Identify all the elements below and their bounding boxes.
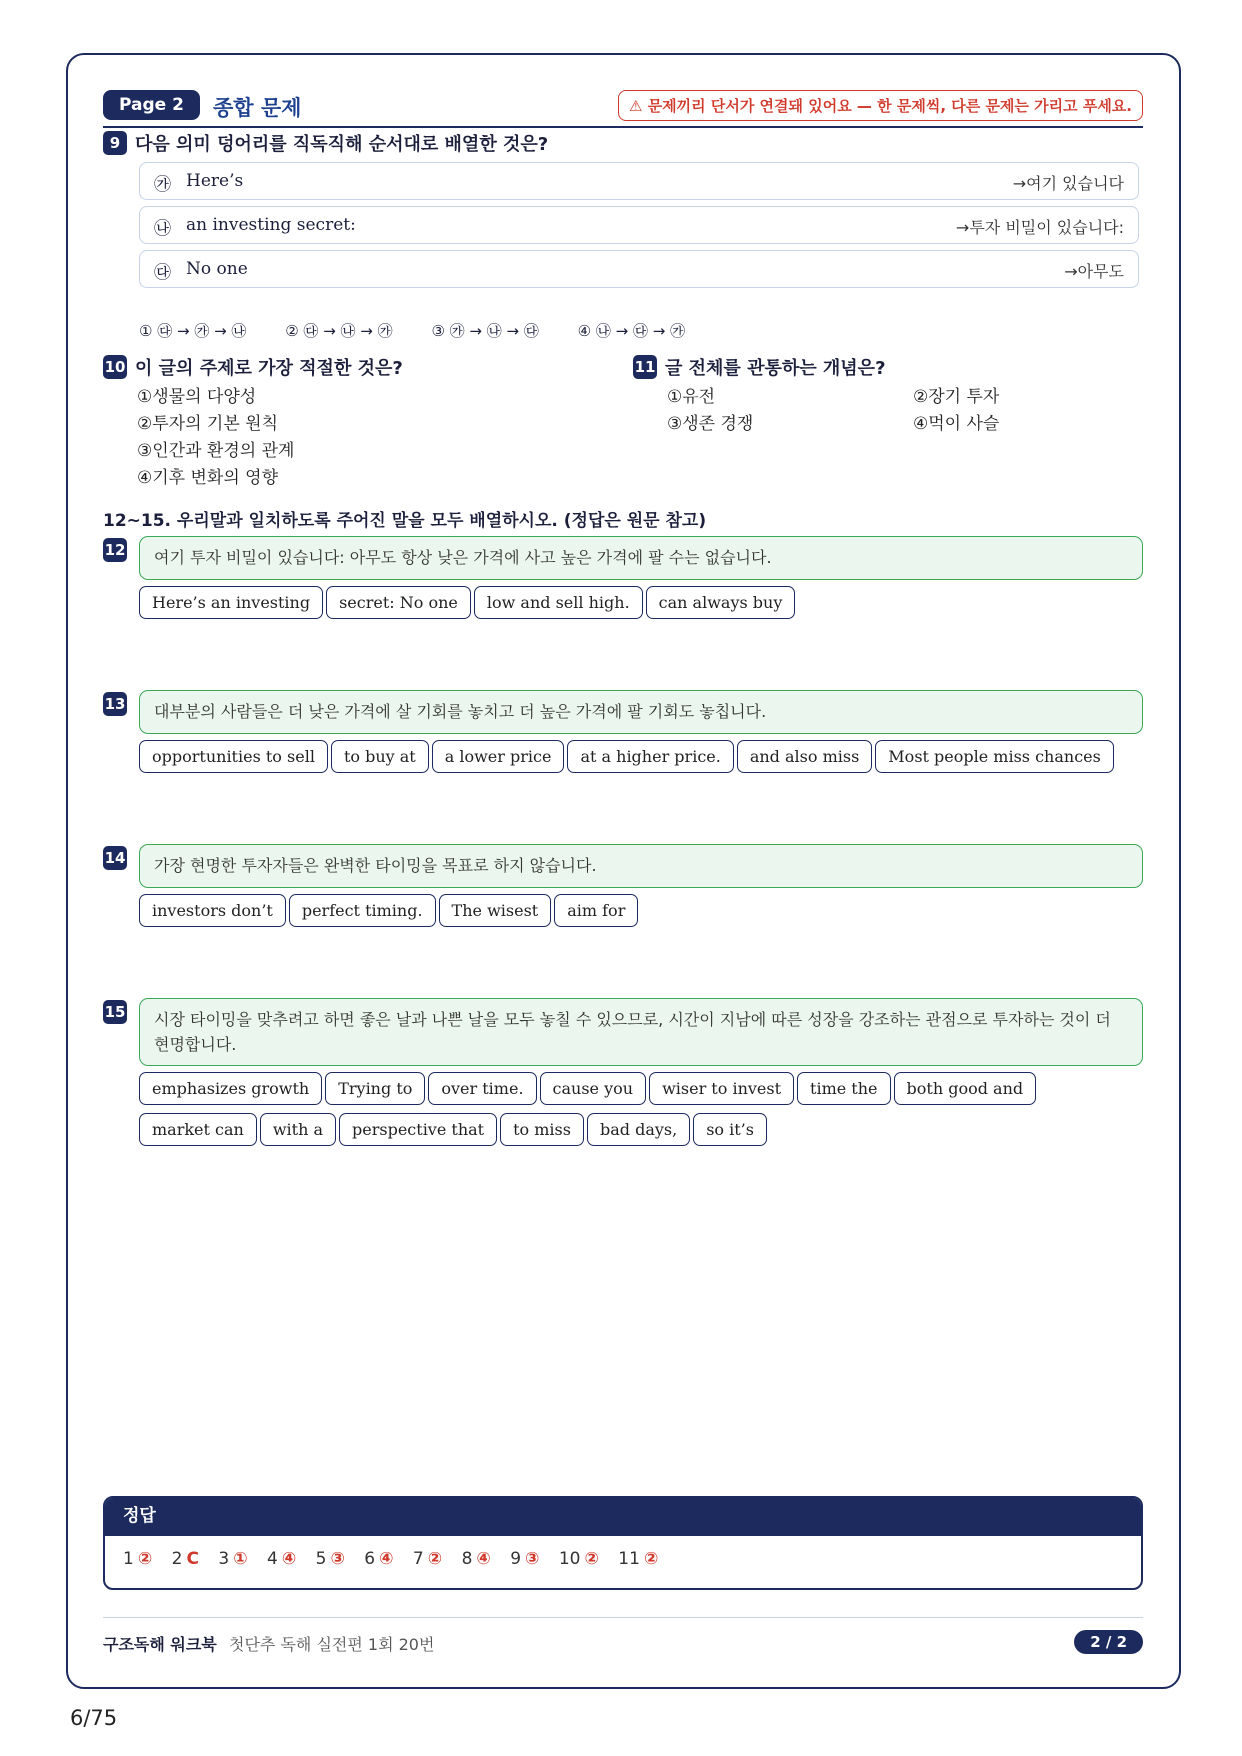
word-tile[interactable]: Trying to bbox=[325, 1072, 425, 1105]
option[interactable]: ③인간과 환경의 관계 bbox=[137, 441, 295, 461]
word-tile[interactable]: over time. bbox=[428, 1072, 536, 1105]
korean-sentence-box: 여기 투자 비밀이 있습니다: 아무도 항상 낮은 가격에 사고 높은 가격에 팔 수는 없습니다. bbox=[139, 536, 1143, 580]
word-tile[interactable]: a lower price bbox=[432, 740, 565, 773]
worksheet bbox=[103, 86, 1143, 1654]
answer-key bbox=[103, 1496, 1143, 1590]
question-number: 9 bbox=[103, 131, 127, 155]
question-number: 14 bbox=[103, 846, 127, 870]
answer-item: 7 ② bbox=[412, 1549, 443, 1569]
word-tile[interactable]: cause you bbox=[540, 1072, 647, 1105]
answer-item: 9 ③ bbox=[510, 1549, 540, 1569]
page-footer bbox=[103, 1617, 1143, 1658]
answer-item: 11 ② bbox=[618, 1549, 659, 1569]
word-tile[interactable]: both good and bbox=[894, 1072, 1037, 1105]
word-tile[interactable]: to buy at bbox=[331, 740, 429, 773]
word-tile[interactable]: with a bbox=[260, 1113, 336, 1146]
word-tile[interactable]: at a higher price. bbox=[567, 740, 733, 773]
chunk-row bbox=[139, 162, 1139, 200]
question-text: 다음 의미 덩어리를 직독직해 순서대로 배열한 것은? bbox=[135, 134, 549, 155]
footer-subtitle: 첫단추 독해 실전편 1회 20번 bbox=[229, 1635, 435, 1654]
word-tile[interactable]: so it’s bbox=[693, 1113, 767, 1146]
word-tile[interactable]: perspective that bbox=[339, 1113, 497, 1146]
question-number: 15 bbox=[103, 1000, 127, 1024]
option[interactable]: ④먹이 사슬 bbox=[913, 414, 1000, 434]
question-11-options-left bbox=[667, 384, 753, 438]
word-tile[interactable]: aim for bbox=[554, 894, 638, 927]
answer-key-title: 정답 bbox=[105, 1498, 1141, 1536]
question-11-title bbox=[633, 354, 886, 380]
word-tile[interactable]: can always buy bbox=[646, 586, 796, 619]
chunk-korean: →아무도 bbox=[1064, 262, 1124, 281]
chunk-english: an investing secret: bbox=[186, 215, 356, 235]
word-tile[interactable]: and also miss bbox=[737, 740, 872, 773]
question-10-options bbox=[137, 384, 294, 492]
page-header bbox=[103, 86, 1143, 128]
option[interactable]: ④ ㉯ → ㉰ → ㉮ bbox=[577, 322, 686, 340]
answer-item: 1 ② bbox=[123, 1549, 153, 1569]
word-tile[interactable]: time the bbox=[797, 1072, 890, 1105]
word-tiles bbox=[139, 894, 1149, 935]
korean-sentence-box: 가장 현명한 투자자들은 완벽한 타이밍을 목표로 하지 않습니다. bbox=[139, 844, 1143, 888]
option[interactable]: ④기후 변화의 영향 bbox=[137, 468, 279, 488]
word-tile[interactable]: perfect timing. bbox=[289, 894, 436, 927]
word-tile[interactable]: Here’s an investing bbox=[139, 586, 323, 619]
question-number: 13 bbox=[103, 692, 127, 716]
word-tile[interactable]: Most people miss chances bbox=[875, 740, 1114, 773]
option[interactable]: ②장기 투자 bbox=[913, 387, 1000, 407]
question-10-title bbox=[103, 354, 403, 380]
word-tile[interactable]: low and sell high. bbox=[474, 586, 643, 619]
document-page-counter: 6/75 bbox=[70, 1706, 118, 1730]
word-tile[interactable]: to miss bbox=[500, 1113, 584, 1146]
question-number: 12 bbox=[103, 538, 127, 562]
option[interactable]: ③생존 경쟁 bbox=[667, 414, 754, 434]
word-tile[interactable]: emphasizes growth bbox=[139, 1072, 322, 1105]
word-tile[interactable]: market can bbox=[139, 1113, 257, 1146]
footer-page-badge: 2 / 2 bbox=[1074, 1630, 1143, 1654]
answer-item: 3 ① bbox=[218, 1549, 248, 1569]
word-tiles bbox=[139, 586, 1149, 627]
answer-item: 4 ④ bbox=[267, 1549, 297, 1569]
word-tiles bbox=[139, 1072, 1149, 1154]
option[interactable]: ③ ㉮ → ㉯ → ㉰ bbox=[431, 322, 539, 340]
chunk-row bbox=[139, 206, 1139, 244]
page-badge: Page 2 bbox=[103, 90, 200, 120]
answer-list bbox=[105, 1536, 1141, 1582]
answer-item: 8 ④ bbox=[461, 1549, 491, 1569]
option[interactable]: ② ㉰ → ㉯ → ㉮ bbox=[285, 322, 393, 340]
option[interactable]: ①유전 bbox=[667, 387, 716, 407]
chunk-korean: →투자 비밀이 있습니다: bbox=[955, 218, 1124, 237]
chunk-marker: ㉮ bbox=[154, 175, 171, 195]
chunk-english: Here’s bbox=[186, 171, 244, 191]
page-title: 종합 문제 bbox=[213, 96, 302, 120]
question-number: 10 bbox=[103, 355, 127, 379]
option[interactable]: ②투자의 기본 원칙 bbox=[137, 414, 279, 434]
word-tile[interactable]: wiser to invest bbox=[649, 1072, 794, 1105]
question-text: 글 전체를 관통하는 개념은? bbox=[665, 358, 886, 379]
answer-item: 6 ④ bbox=[364, 1549, 394, 1569]
question-number: 11 bbox=[633, 355, 657, 379]
question-9-options bbox=[139, 320, 719, 341]
word-tile[interactable]: The wisest bbox=[439, 894, 552, 927]
word-tile[interactable]: investors don’t bbox=[139, 894, 286, 927]
option[interactable]: ①생물의 다양성 bbox=[137, 387, 257, 407]
chunk-english: No one bbox=[186, 259, 248, 279]
word-tile[interactable]: opportunities to sell bbox=[139, 740, 328, 773]
answer-item: 10 ② bbox=[558, 1549, 599, 1569]
question-text: 이 글의 주제로 가장 적절한 것은? bbox=[135, 358, 403, 379]
answer-item: 5 ③ bbox=[315, 1549, 345, 1569]
warning-banner: ⚠ 문제끼리 단서가 연결돼 있어요 — 한 문제씩, 다른 문제는 가리고 푸세요. bbox=[618, 90, 1143, 121]
chunk-marker: ㉰ bbox=[154, 263, 171, 283]
chunk-korean: →여기 있습니다 bbox=[1012, 174, 1124, 193]
chunk-marker: ㉯ bbox=[154, 219, 171, 239]
word-tile[interactable]: secret: No one bbox=[326, 586, 471, 619]
word-tiles bbox=[139, 740, 1149, 781]
word-tile[interactable]: bad days, bbox=[587, 1113, 690, 1146]
question-11-options-right bbox=[913, 384, 999, 438]
option[interactable]: ① ㉰ → ㉮ → ㉯ bbox=[139, 322, 247, 340]
chunk-row bbox=[139, 250, 1139, 288]
korean-sentence-box: 대부분의 사람들은 더 낮은 가격에 살 기회를 놓치고 더 높은 가격에 팔 기회도 놓칩니다. bbox=[139, 690, 1143, 734]
korean-sentence-box: 시장 타이밍을 맞추려고 하면 좋은 날과 나쁜 날을 모두 놓칠 수 있으므로, 시간이 지남에 따른 성장을 강조하는 관점으로 투자하는 것이 더 현명합니다. bbox=[139, 998, 1143, 1066]
answer-item: 2 C bbox=[171, 1549, 199, 1569]
question-9-title bbox=[103, 130, 548, 156]
footer-brand: 구조독해 워크북 bbox=[103, 1635, 217, 1654]
section-heading: 12~15. 우리말과 일치하도록 주어진 말을 모두 배열하시오. (정답은 원문 참고) bbox=[103, 511, 707, 531]
